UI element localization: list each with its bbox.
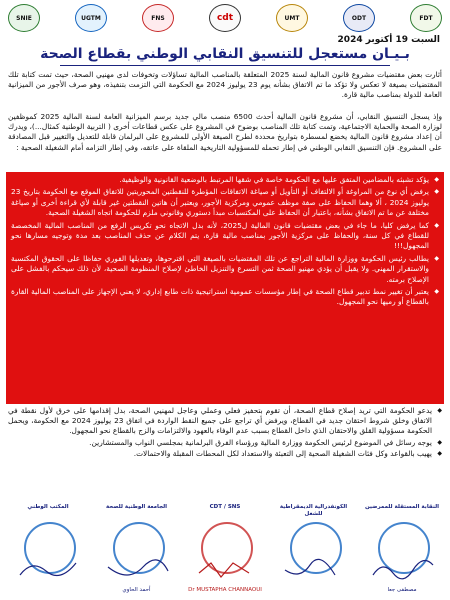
signatory-org: المكتب الوطني <box>27 504 69 510</box>
signatory-name: مصطفى جعا <box>387 587 417 593</box>
signature-icon <box>191 555 261 585</box>
title-underline <box>60 65 390 66</box>
signatory-org: النقابة المستقلة للممرضين <box>364 504 440 510</box>
signature-icon <box>368 555 438 585</box>
logo-row <box>8 3 442 33</box>
signature-icon <box>103 555 173 585</box>
signature-block-2 <box>272 500 356 596</box>
demand-item: ◆ يطالب رئيس الحكومة ووزارة المالية التراجع عن تلك المقتضيات بالصيغة التي اقترحوها، وتعديلها الفوري حفاظا على الحقوق المكتسبة والاستقرار المهني. ولا يقبل أن يؤدي مهنيو الصحة ثمن التسرع والتنزيل الخاطئ لإصلاح المنظومة الصحية، لأن ذلك سيحكم بالفشل على الإصلاح برمته. <box>11 254 429 285</box>
statement-date: السبت 19 أكتوبر 2024 <box>337 35 440 45</box>
closing-list <box>8 406 442 460</box>
signature-block-3 <box>183 500 267 596</box>
signature-icon <box>280 555 350 585</box>
statement-title: بـيـان مستعجل للتنسيق النقابي الوطني بقطاع الصحة <box>40 46 410 62</box>
union-logo-3: FNS <box>142 4 174 32</box>
signatory-name: Dr MUSTAPHA CHANNAOUI <box>188 587 262 593</box>
signatory-org: الكونفدرالية الديمقراطية للشغل <box>279 504 348 517</box>
demands-list <box>11 175 439 308</box>
signature-block-4 <box>95 500 179 596</box>
union-logo-1: SNIE <box>8 4 40 32</box>
signatory-org: CDT / SNS <box>209 504 241 510</box>
signatory-org: الجامعة الوطنية للصحة <box>105 504 168 510</box>
union-logo-5: UMT <box>276 4 308 32</box>
union-logo-4: cdt <box>209 4 241 32</box>
demand-item: ◆ كما يرفض كليا، ما جاء في بعض مقتضيات قانون المالية ل2025، لأنه بدل الاتجاه نحو تكريس الرفع من المناصب المالية المخصصة للقطاع في كل سنة، والحفاظ على مركزية الأجور بمناصب مالية قارة، يتم الكلام عن حذف المناصب بعد مدة وتوجيه مسارها نحو المجهول!!! <box>11 221 429 252</box>
demands-highlight-box <box>6 172 444 404</box>
signatory-name: أحمد الحاوي <box>122 587 151 593</box>
signature-icon <box>14 555 84 585</box>
intro-paragraph-1: أثارت بعض مقتضيات مشروع قانون المالية لسنة 2025 المتعلقة بالمناصب المالية تساؤلات وتخوفات لدى مهنيي الصحة، حيث تمت كتابة تلك المقتضيات بصيغة لا تعكس ولا تؤكد ما تم الاتفاق بشأنه يوم 23 يوليوز 2024 مع الحكومة التي التزمت بتنفيذه، وهو صرف الأجور من الميزانية العامة للدولة بمناصب مالية قارة. <box>8 70 442 100</box>
intro-paragraph-2: وإذ يسجل التنسيق النقابي، أن مشروع قانون المالية أحدث 6500 منصب مالي جديد برسم الميزانية العامة لسنة المالية 2025 كموظفين لوزارة الصحة والحماية الاجتماعية، وتمت كتابة تلك المناصب بوضوح في المشروع على عكس قطاعات أخرى ( التربية الوطنية كمثال...)، ويدرك أن إعداد مشروع قانون المالية يخضع لمسطرة بتواريخ محددة لطرح الصيغة الأولى للمشروع على البرلمان قابلة للتعديل والتغيير قبل المصادقة على المشروع. فإن التنسيق النقابي الوطني في إطار تحمله للمسؤولية التاريخية الملقاة على عاتقه، وفي إطار التزامه أمام الشغيلة الصحية : <box>8 112 443 152</box>
demand-item: ◆ يؤكد تشبثه بالمضامين المتفق عليها مع الحكومة خاصة في شقها المرتبط بالوضعية القانونية والوظيفية. <box>11 175 429 185</box>
closing-item: ◆ يدعو الحكومة التي تريد إصلاح قطاع الصحة، أن تقوم بتحفيز فعلي وعملي وعاجل لمهنيي الصحة، بدل إقدامها على خرق لأول نقطة في الاتفاق وخلق شروط احتقان جديد في القطاع، ويرفض أي تراجع على جميع النقط الواردة في اتفاق 23 يوليوز 2024 مع الحكومة، ويحمل الحكومة مسؤولية القلق والاحتقان الذي داخل القطاع بسبب عدم الوفاء بالعهود والالتزامات والزج بالقطاع نحو المجهول. <box>8 406 432 437</box>
demand-item: ◆ يعتبر أن تغيير نمط تدبير قطاع الصحة في إطار مؤسسات عمومية استراتيجية ذات طابع إداري، لا يعني الإجهاز على المناصب المالية القارة بالقطاع أو رميها نحو المجهول. <box>11 287 429 308</box>
union-logo-2: UGTM <box>75 4 107 32</box>
signature-row <box>6 500 444 596</box>
demand-item: ◆ يرفض أي نوع من المراوغة أو الالتفاف أو التأويل أو صياغة الاتفاقات المؤطرة للنقطتين المحوريتين للاتفاق الموقع مع الحكومة بتاريخ 23 يوليوز 2024 ، ألا وهما الحفاظ على صفة موظف عمومي ومركزية الأجور، ويعتبر أن هاتين النقطتين غير قابلة لأي قراءة أخرى أو صياغة مختلفة عن ما تم الاتفاق بشأنه، باعتبار أن الحفاظ على المكتسبات مبدأ دستوري وقانوني ملزم للحكومة اتجاه الشغيلة الصحية. <box>11 187 429 218</box>
signature-block-1 <box>360 500 444 596</box>
signature-block-5 <box>6 500 90 596</box>
union-logo-6: ODT <box>343 4 375 32</box>
closing-item: ◆ يهيب بالقواعد وكل فئات الشغيلة الصحية إلى التعبئة والاستعداد لكل المحطات المقبلة والاحتمالات. <box>8 449 432 459</box>
closing-item: ◆ يوجه رسائل في الموضوع لرئيس الحكومة ووزارة المالية ورؤساء الفرق البرلمانية بمجلسي النواب والمستشارين. <box>8 438 432 448</box>
union-logo-7: FDT <box>410 4 442 32</box>
